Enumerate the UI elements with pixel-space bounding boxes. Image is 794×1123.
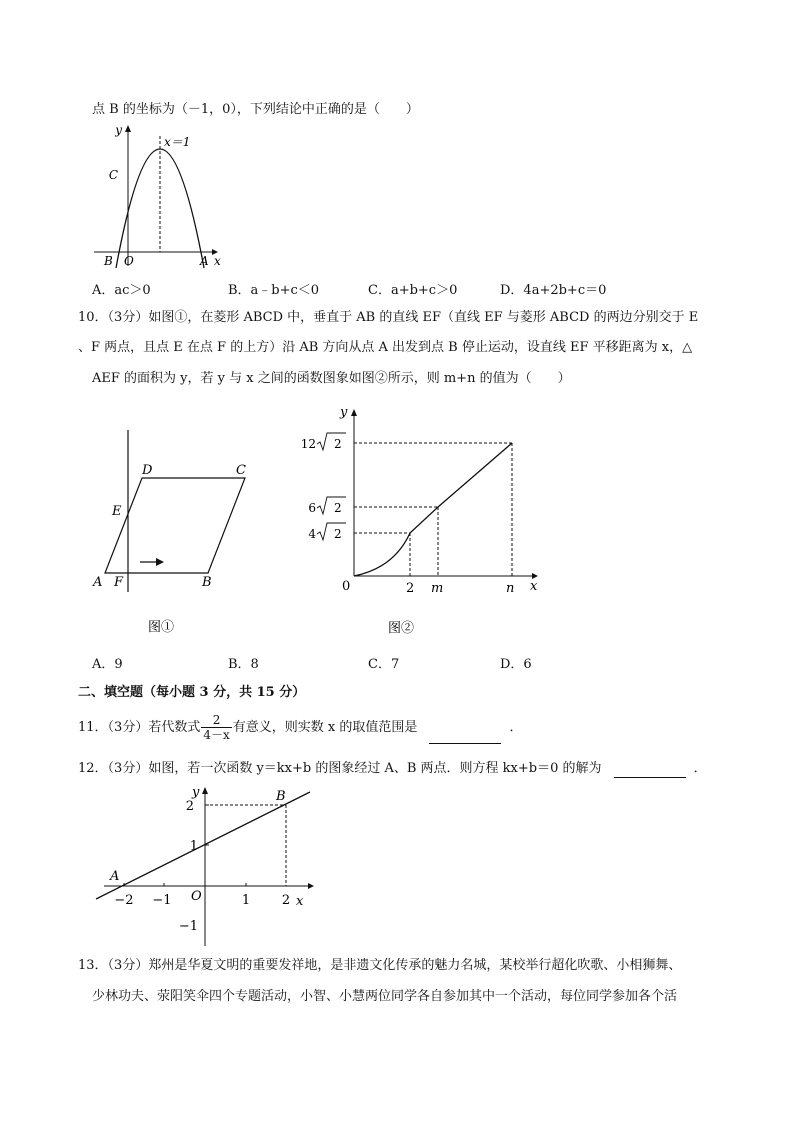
q9-option-d: D．4a+2b+c＝0 — [500, 283, 607, 298]
q12-guides — [205, 805, 286, 886]
q12-line-ab — [96, 792, 310, 899]
q12-xtick-2: 2 — [281, 893, 291, 908]
fig2-tick-m: m — [431, 581, 444, 596]
fig1-label-A: A — [93, 575, 103, 590]
q9-option-b: B．a﹣b+c＜0 — [228, 283, 320, 298]
q11-answer-blank[interactable] — [429, 723, 501, 744]
fig2-label-y: y — [340, 405, 348, 420]
fig2-y-tick-4root2 — [308, 523, 346, 541]
fig2-radicand-12: 2 — [334, 437, 342, 451]
q12-x-arrow — [308, 883, 314, 889]
q11-fraction — [201, 713, 231, 742]
fig2-coef-12: 12 — [300, 437, 316, 451]
fig2-y-arrow — [351, 409, 357, 416]
q9-option-c: C．a+b+c＞0 — [368, 283, 458, 298]
q12-ytick-1: 1 — [189, 839, 198, 854]
q12-xtick-1: 1 — [241, 893, 251, 908]
fig2-y-tick-12root2 — [301, 433, 346, 451]
q11-end: ． — [509, 720, 523, 735]
q9-label-y: y — [115, 123, 122, 137]
fig2-curve — [354, 443, 512, 576]
fig1-label-E: E — [112, 504, 122, 519]
rhombus-abcd — [105, 478, 245, 573]
fig2-caption: 图② — [388, 621, 415, 636]
q12-label-y: y — [192, 785, 200, 800]
q10-figure-1 — [90, 420, 270, 650]
q11-prefix: 11．（3分）若代数式 — [78, 720, 201, 735]
fig2-coef-6: 6 — [308, 501, 316, 515]
q12-xtick-neg1: −1 — [152, 893, 172, 908]
q9-label-B: B — [104, 254, 113, 268]
q9-stem: 点 B 的坐标为（－1，0），下列结论中正确的是（ ） — [92, 102, 419, 117]
fig1-label-B: B — [202, 575, 212, 590]
q12-y-arrow — [202, 787, 208, 794]
q12-label-O: O — [191, 889, 202, 904]
q12-linear-graph — [90, 780, 330, 950]
q11-numerator: 2 — [201, 713, 231, 728]
q13-line1: 13．（3分）郑州是华夏文明的重要发祥地，是非遗文化传承的魅力名城，某校举行超化吹歌、小相狮舞、 — [78, 958, 682, 973]
q10-option-b: B．8 — [228, 657, 259, 672]
fig1-label-D: D — [142, 463, 153, 478]
q12-ticks — [124, 805, 246, 886]
q12-end: ． — [693, 761, 707, 776]
q13-line2: 少林功夫、荥阳笑伞四个专题活动，小智、小慧两位同学各自参加其中一个活动，每位同学参加各个活 — [92, 989, 678, 1004]
fig2-y-tick-6root2 — [308, 497, 346, 515]
fig2-radicand-6: 2 — [334, 501, 342, 515]
q10-option-d: D．6 — [500, 657, 532, 672]
q10-option-a: A．9 — [92, 657, 123, 672]
q9-label-x: x — [214, 254, 221, 268]
q10-line3: AEF 的面积为 y，若 y 与 x 之间的函数图象如图②所示，则 m+n 的值为（ ） — [92, 371, 571, 386]
section-2-title: 二、填空题（每小题 3 分，共 15 分） — [78, 685, 306, 700]
q12-label-x: x — [296, 894, 304, 909]
q11-line — [78, 712, 523, 744]
q9-label-O: O — [124, 254, 134, 268]
q10-line2: 、F 两点，且点 E 在点 F 的上方）沿 AB 方向从点 A 出发到点 B 停止运动，设直线 EF 平移距离为 x，△ — [78, 340, 693, 355]
q12-answer-blank[interactable] — [614, 761, 686, 778]
q12-ytick-neg1: −1 — [178, 919, 198, 934]
fig1-label-C: C — [236, 463, 246, 478]
fig2-coef-4: 4 — [308, 527, 316, 541]
fig1-label-F: F — [114, 575, 124, 590]
fig1-caption: 图① — [148, 620, 175, 635]
q12-label-A: A — [110, 869, 120, 884]
fig2-tick-n: n — [506, 581, 515, 596]
fig2-label-origin: 0 — [342, 579, 351, 594]
q9-label-axis: x＝1 — [164, 135, 191, 149]
q9-y-arrow — [125, 125, 131, 132]
q10-figure-2 — [290, 400, 560, 640]
motion-arrow-head — [156, 558, 164, 566]
q12-xtick-neg2: −2 — [114, 893, 134, 908]
q11-suffix: 有意义，则实数 x 的取值范围是 — [232, 720, 418, 735]
q12-text: 12．（3分）如图，若一次函数 y＝kx+b 的图象经过 A、B 两点．则方程 kx+b＝0 的解为 — [78, 761, 602, 776]
q12-line — [78, 760, 707, 778]
q9-parabola-graph — [90, 120, 230, 270]
q10-line1: 10．（3分）如图①，在菱形 ABCD 中，垂直于 AB 的直线 EF（直线 EF 与菱形 ABCD 的两边分别交于 E — [78, 310, 699, 325]
q9-label-A: A — [200, 254, 209, 268]
fig2-label-x: x — [530, 579, 538, 594]
q11-denominator: 4－x — [203, 728, 230, 742]
fig2-tick-2: 2 — [406, 581, 415, 596]
q9-option-a: A．ac＞0 — [92, 283, 151, 298]
q9-label-C: C — [108, 168, 118, 182]
q12-label-B: B — [276, 789, 286, 804]
q12-ytick-2: 2 — [185, 799, 194, 814]
fig2-radicand-4: 2 — [334, 527, 342, 541]
q10-option-c: C．7 — [368, 657, 400, 672]
